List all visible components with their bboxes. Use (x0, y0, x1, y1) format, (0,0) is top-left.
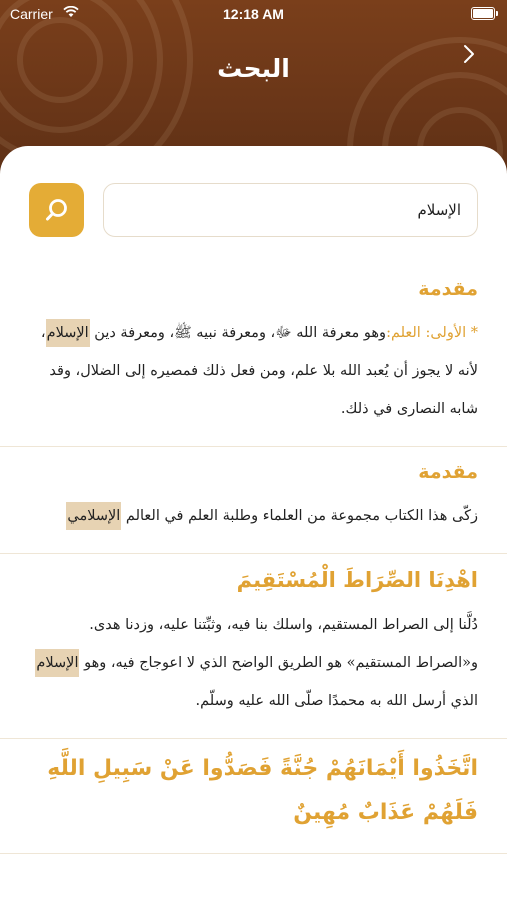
content-card (0, 146, 507, 900)
status-bar (0, 0, 507, 28)
result-item[interactable] (0, 447, 507, 554)
page-title: البحث (217, 54, 290, 83)
highlight-match: الإسلام (46, 319, 90, 347)
search-button[interactable] (29, 183, 84, 237)
result-item[interactable] (0, 739, 507, 854)
result-intro: * الأولى: العلم: (386, 325, 478, 341)
carrier-label: Carrier (10, 6, 53, 22)
result-title: اهْدِنَا الصِّرَاطَ الْمُسْتَقِيمَ (236, 568, 478, 592)
search-bar (29, 183, 478, 237)
result-text: دُلَّنا إلى الصراط المستقيم، واسلك بنا فيه، وثبِّتنا عليه، وزدنا هدى. و«الصراط المستقيم» هو الطريق الواضح الذي لا اعوجاج فيه، وهو الإسلام الذي أرسل الله به محمدًا صلّى الله عليه وسلّم. (36, 617, 478, 709)
result-text: * الأولى: العلم:وهو معرفة الله ﷻ، ومعرفة نبيه ﷺ، ومعرفة دين الإسلام، لأنه لا يجوز أن يُعبد الله بلا علم، ومن فعل ذلك فمصيره إلى الضلال، وقد شابه النصارى في ذلك. (29, 314, 478, 428)
highlight-match: الإسلام (35, 649, 79, 677)
status-time: 12:18 AM (223, 6, 284, 22)
search-icon (44, 197, 70, 223)
search-results (0, 264, 507, 854)
result-title: مقدمة (418, 461, 478, 483)
result-item[interactable] (0, 264, 507, 447)
result-title: اتَّخَذُوا أَيْمَانَهُمْ جُنَّةً فَصَدُّوا عَنْ سَبِيلِ اللَّهِ فَلَهُمْ عَذَابٌ مُهِينٌ (47, 756, 478, 825)
battery-icon (471, 7, 495, 20)
result-title: مقدمة (418, 278, 478, 300)
search-input[interactable] (103, 183, 478, 237)
result-text: زكّى هذا الكتاب مجموعة من العلماء وطلبة العلم في العالم الإسلامي (29, 497, 478, 535)
highlight-match: الإسلامي (66, 502, 121, 530)
result-item[interactable] (0, 554, 507, 739)
